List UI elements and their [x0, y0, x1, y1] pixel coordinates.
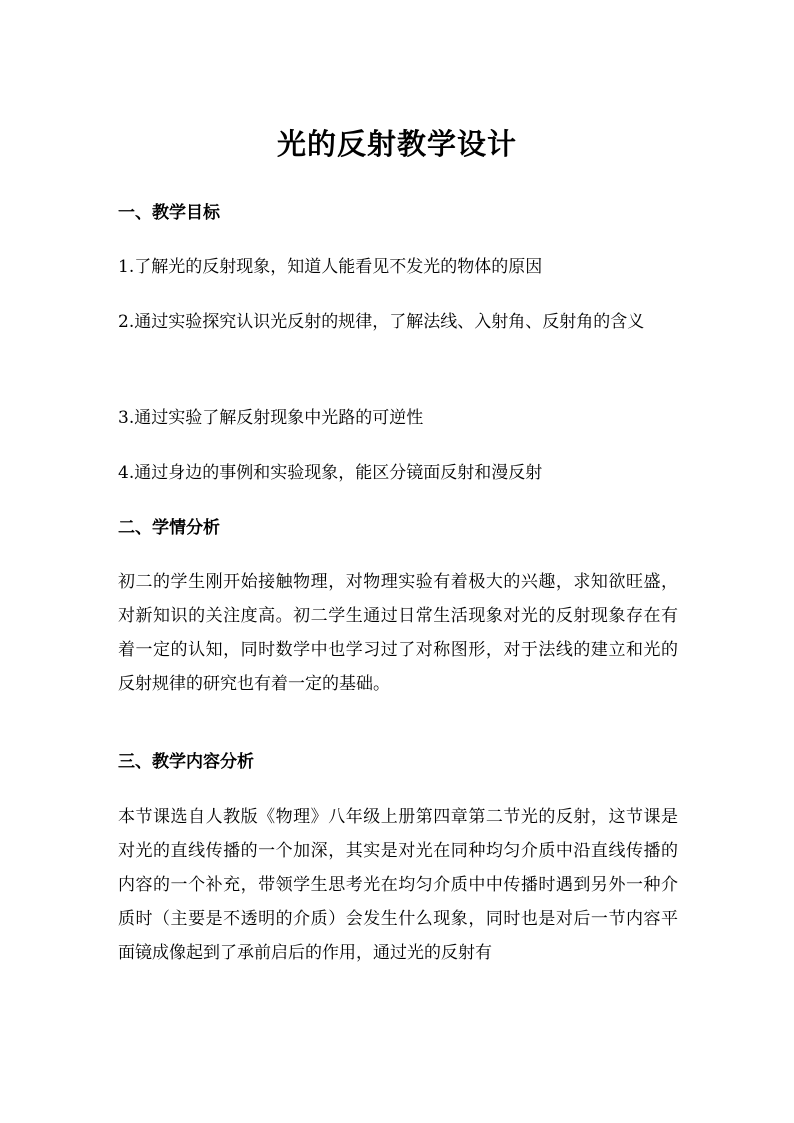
student-analysis-paragraph: 初二的学生刚开始接触物理，对物理实验有着极大的兴趣，求知欲旺盛，对新知识的关注度高。初二学生通过日常生活现象对光的反射现象存在有着一定的认知，同时数学中也学习过了对称图形，对于法线的建立和光的反射规律的研究也有着一定的基础。 [118, 572, 678, 694]
section-heading-content-analysis: 三、教学内容分析 [118, 752, 254, 772]
objective-item: 2.通过实验探究认识光反射的规律，了解法线、入射角、反射角的含义 [118, 312, 645, 332]
objective-item: 1.了解光的反射现象，知道人能看见不发光的物体的原因 [118, 257, 543, 277]
section-heading-objectives: 一、教学目标 [118, 203, 220, 223]
objective-item: 3.通过实验了解反射现象中光路的可逆性 [118, 408, 424, 428]
document-title: 光的反射教学设计 [276, 127, 517, 161]
section-heading-student-analysis: 二、学情分析 [118, 518, 220, 538]
objective-item: 4.通过身边的事例和实验现象，能区分镜面反射和漫反射 [118, 463, 543, 483]
content-analysis-paragraph: 本节课选自人教版《物理》八年级上册第四章第二节光的反射，这节课是对光的直线传播的一个加深，其实是对光在同种均匀介质中沿直线传播的内容的一个补充，带领学生思考光在均匀介质中中传播时遇到另外一种介质时（主要是不透明的介质）会发生什么现象，同时也是对后一节内容平面镜成像起到了承前启后的作用，通过光的反射有 [118, 807, 678, 963]
